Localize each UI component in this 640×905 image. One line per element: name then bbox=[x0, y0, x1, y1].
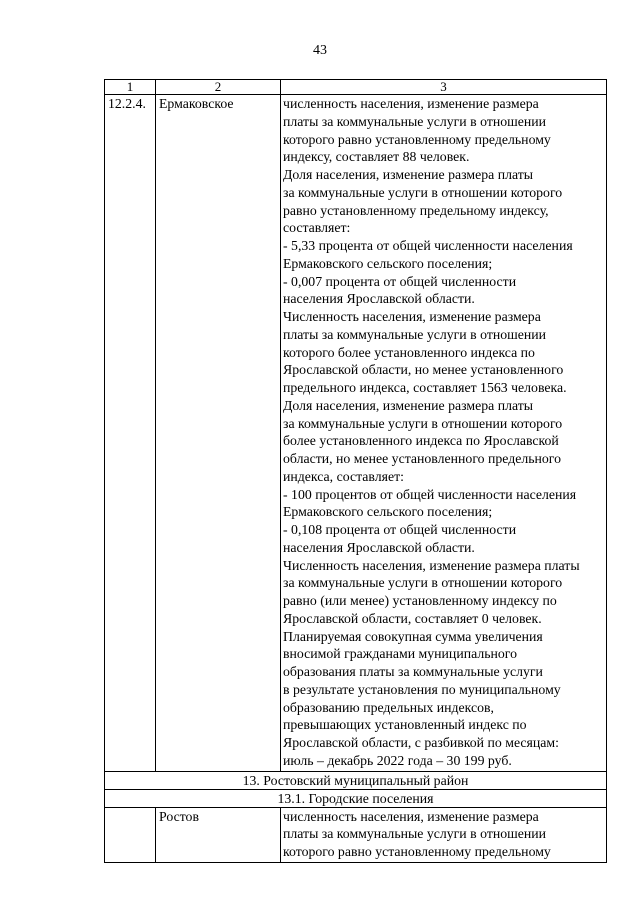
section-row bbox=[105, 771, 607, 789]
text-line: индекса, составляет: bbox=[283, 468, 404, 484]
text-line: которого равно установленному предельному bbox=[283, 844, 551, 859]
row-number bbox=[105, 807, 156, 862]
text-line: - 100 процентов от общей численности населения bbox=[283, 486, 577, 502]
text-line: которого равно установленному предельному bbox=[283, 131, 551, 147]
settlement-name: Ростов bbox=[156, 807, 281, 862]
text-line: населения Ярославской области. bbox=[283, 291, 475, 307]
text-line: платы за коммунальные услуги в отношении bbox=[283, 326, 547, 342]
row-number: 12.2.4. bbox=[105, 95, 156, 772]
page-number: 43 bbox=[313, 43, 327, 58]
header-col-1: 1 bbox=[105, 80, 156, 95]
header-col-3: 3 bbox=[281, 80, 607, 95]
section-title: 13. Ростовский муниципальный район bbox=[105, 771, 607, 789]
text-line: численность населения, изменение размера bbox=[283, 808, 539, 824]
text-line: платы за коммунальные услуги в отношении bbox=[283, 113, 547, 129]
text-line: равно установленному предельному индексу, bbox=[283, 202, 549, 218]
text-line: в результате установления по муниципальному bbox=[283, 681, 561, 697]
text-line: Ермаковского сельского поселения; bbox=[283, 504, 493, 520]
text-line: превышающих установленный индекс по bbox=[283, 717, 527, 733]
table-row-ermakovskoe bbox=[105, 95, 607, 772]
text-line: - 0,108 процента от общей численности bbox=[283, 522, 517, 537]
text-line: которого более установленного индекса по bbox=[283, 344, 535, 360]
header-col-2: 2 bbox=[156, 80, 281, 95]
text-line: - 0,007 процента от общей численности bbox=[283, 273, 517, 289]
text-line: за коммунальные услуги в отношении которого bbox=[283, 575, 563, 591]
subsection-title: 13.1. Городские поселения bbox=[105, 789, 607, 807]
text-line: за коммунальные услуги в отношении которого bbox=[283, 184, 563, 200]
settlement-description bbox=[281, 807, 607, 862]
text-line: равно (или менее) установленному индексу по bbox=[283, 593, 557, 608]
text-line: образованию предельных индексов, bbox=[283, 699, 494, 715]
text-line: составляет: bbox=[283, 220, 351, 236]
text-line: - 5,33 процента от общей численности населения bbox=[283, 238, 573, 253]
text-line: населения Ярославской области. bbox=[283, 539, 475, 555]
text-line: образования платы за коммунальные услуги bbox=[283, 664, 543, 679]
text-line: платы за коммунальные услуги в отношении bbox=[283, 826, 547, 842]
text-line: индексу, составляет 88 человек. bbox=[283, 149, 470, 165]
text-line: Ярославской области, но менее установленного bbox=[283, 362, 564, 378]
text-line: более установленного индекса по Ярославской bbox=[283, 433, 559, 449]
settlement-description bbox=[281, 95, 607, 772]
text-line: Ярославской области, составляет 0 человек. bbox=[283, 610, 542, 626]
text-line: численность населения, изменение размера bbox=[283, 96, 539, 111]
text-line: Доля населения, изменение размера платы bbox=[283, 167, 534, 182]
subsection-row bbox=[105, 789, 607, 807]
text-line: Численность населения, изменение размера платы bbox=[283, 557, 580, 573]
text-line: Численность населения, изменение размера bbox=[283, 309, 541, 324]
table-header-row bbox=[105, 80, 607, 95]
text-line: Доля населения, изменение размера платы bbox=[283, 397, 534, 413]
table-row-rostov bbox=[105, 807, 607, 862]
text-line: вносимой гражданами муниципального bbox=[283, 646, 518, 662]
text-line: за коммунальные услуги в отношении которого bbox=[283, 415, 563, 431]
text-line: июль – декабрь 2022 года – 30 199 руб. bbox=[283, 752, 512, 768]
text-line: предельного индекса, составляет 1563 человека. bbox=[283, 380, 567, 395]
text-line: Ермаковского сельского поселения; bbox=[283, 255, 493, 271]
text-line: области, но менее установленного предельного bbox=[283, 451, 562, 466]
text-line: Ярославской области, с разбивкой по месяцам: bbox=[283, 735, 559, 750]
text-line: Планируемая совокупная сумма увеличения bbox=[283, 628, 543, 644]
data-table bbox=[104, 79, 607, 863]
settlement-name: Ермаковское bbox=[156, 95, 281, 772]
